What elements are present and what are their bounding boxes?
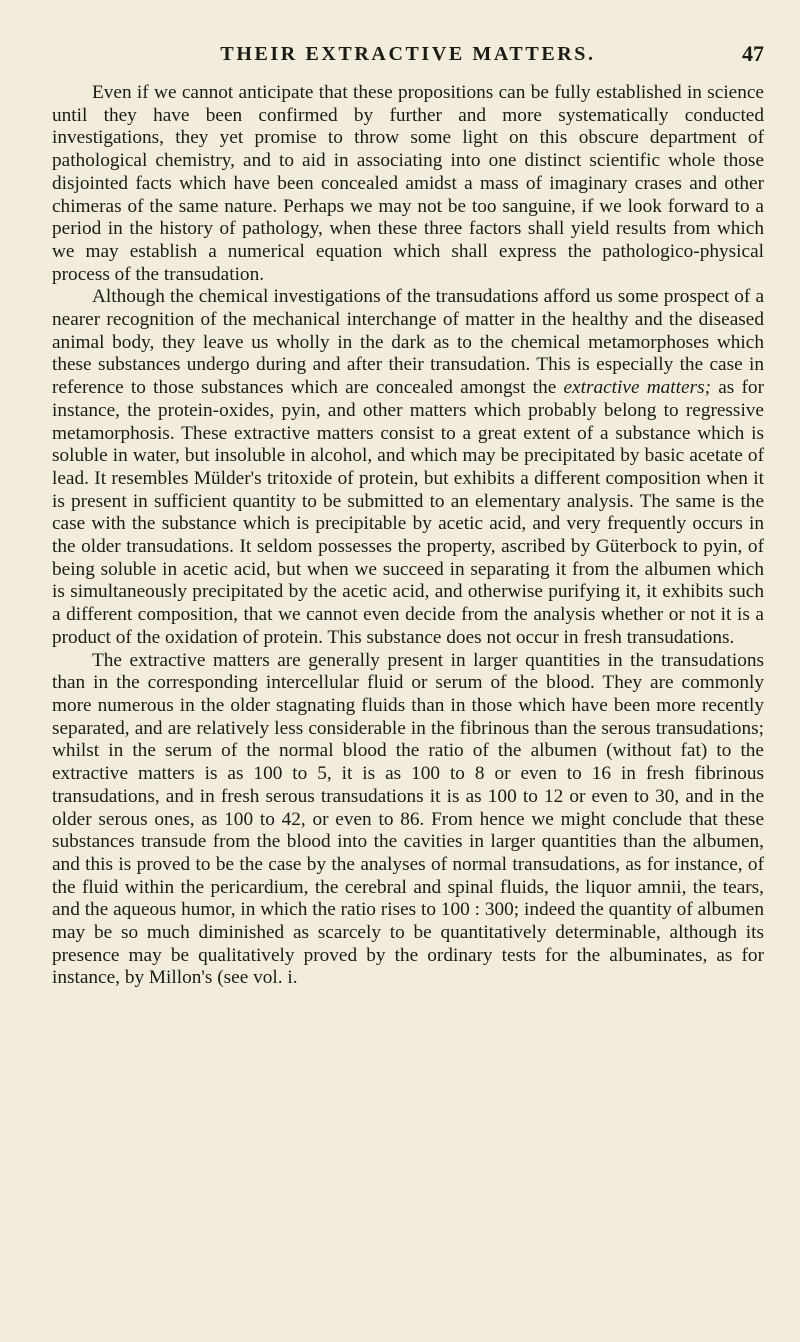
running-title: THEIR EXTRACTIVE MATTERS. — [220, 43, 596, 65]
paragraph-3: The extractive matters are generally present in larger quantities in the transudations than in the corresponding intercellular fluid or serum of the blood. They are commonly more numerous in the older stagnating fluids than in those which have been more recently separated, and are relatively less considerable in the fibrinous than the serous transudations; whilst in the serum of the normal blood the ratio of the albumen (without fat) to the extractive matters is as 100 to 5, it is as 100 to 8 or even to 16 in fresh fibrinous transudations, and in fresh serous transudations it is as 100 to 12 or even to 30, and in the older serous ones, as 100 to 42, or even to 86. From hence we might conclude that these substances transude from the blood into the cavities in larger quantities than the albumen, and this is proved to be the case by the analyses of normal transudations, as for instance, of the fluid within the pericardium, the cerebral and spinal fluids, the liquor amnii, the tears, and the aqueous humor, in which the ratio rises to 100 : 300; indeed the quantity of albumen may be so much diminished as scarcely to be quantitatively determinable, although its presence may be qualitatively proved by the ordinary tests for the albuminates, as for instance, by Millon's (see vol. i. — [52, 649, 764, 989]
page-number: 47 — [742, 41, 764, 66]
running-head — [52, 42, 764, 82]
italic-term-extractive-matters: extractive matters; — [563, 377, 711, 399]
paragraph-1: Even if we cannot anticipate that these propositions can be fully established in science until they have been confirmed by further and more systematically conducted investigations, they yet promise to throw some light on this obscure department of pathological chemistry, and to aid in associating into one distinct scientific whole those disjointed facts which have been concealed amidst a mass of imaginary crases and other chimeras of the same nature. Perhaps we may not be too sanguine, if we look forward to a period in the history of pathology, when these three factors shall yield results from which we may establish a numerical equation which shall express the pathologico-physical process of the transudation. — [52, 82, 764, 285]
paragraph-2-part-b: as for instance, the protein-oxides, pyin, and other matters which probably belong to regressive metamorphosis. These extractive matters consist to a great extent of a substance which is soluble in water, but insoluble in alcohol, and which may be precipitated by basic acetate of lead. It resembles Mülder's tritoxide of protein, but exhibits a different composition when it is present in sufficient quantity to be submitted to an elementary analysis. The same is the case with the substance which is precipitable by acetic acid, and very frequently occurs in the older transudations. It seldom possesses the property, ascribed by Güterbock to pyin, of being soluble in acetic acid, but when we succeed in separating it from the albumen which is simultaneously precipitated by the acetic acid, and otherwise purifying it, it exhibits such a different composition, that we cannot even decide from the analysis whether or not it is a product of the oxidation of protein. This substance does not occur in fresh transudations. — [52, 377, 764, 648]
paragraph-2-part-a: Although the chemical investigations of the transudations afford us some prospect of a nearer recognition of the mechanical interchange of matter in the healthy and the diseased animal body, they leave us wholly in the dark as to the chemical metamorphoses which these substances undergo during and after their transudation. This is especially the case in reference to those substances which are concealed amongst the — [52, 286, 764, 399]
paragraph-2 — [52, 286, 764, 649]
body-text — [52, 82, 764, 990]
book-page — [52, 42, 764, 990]
